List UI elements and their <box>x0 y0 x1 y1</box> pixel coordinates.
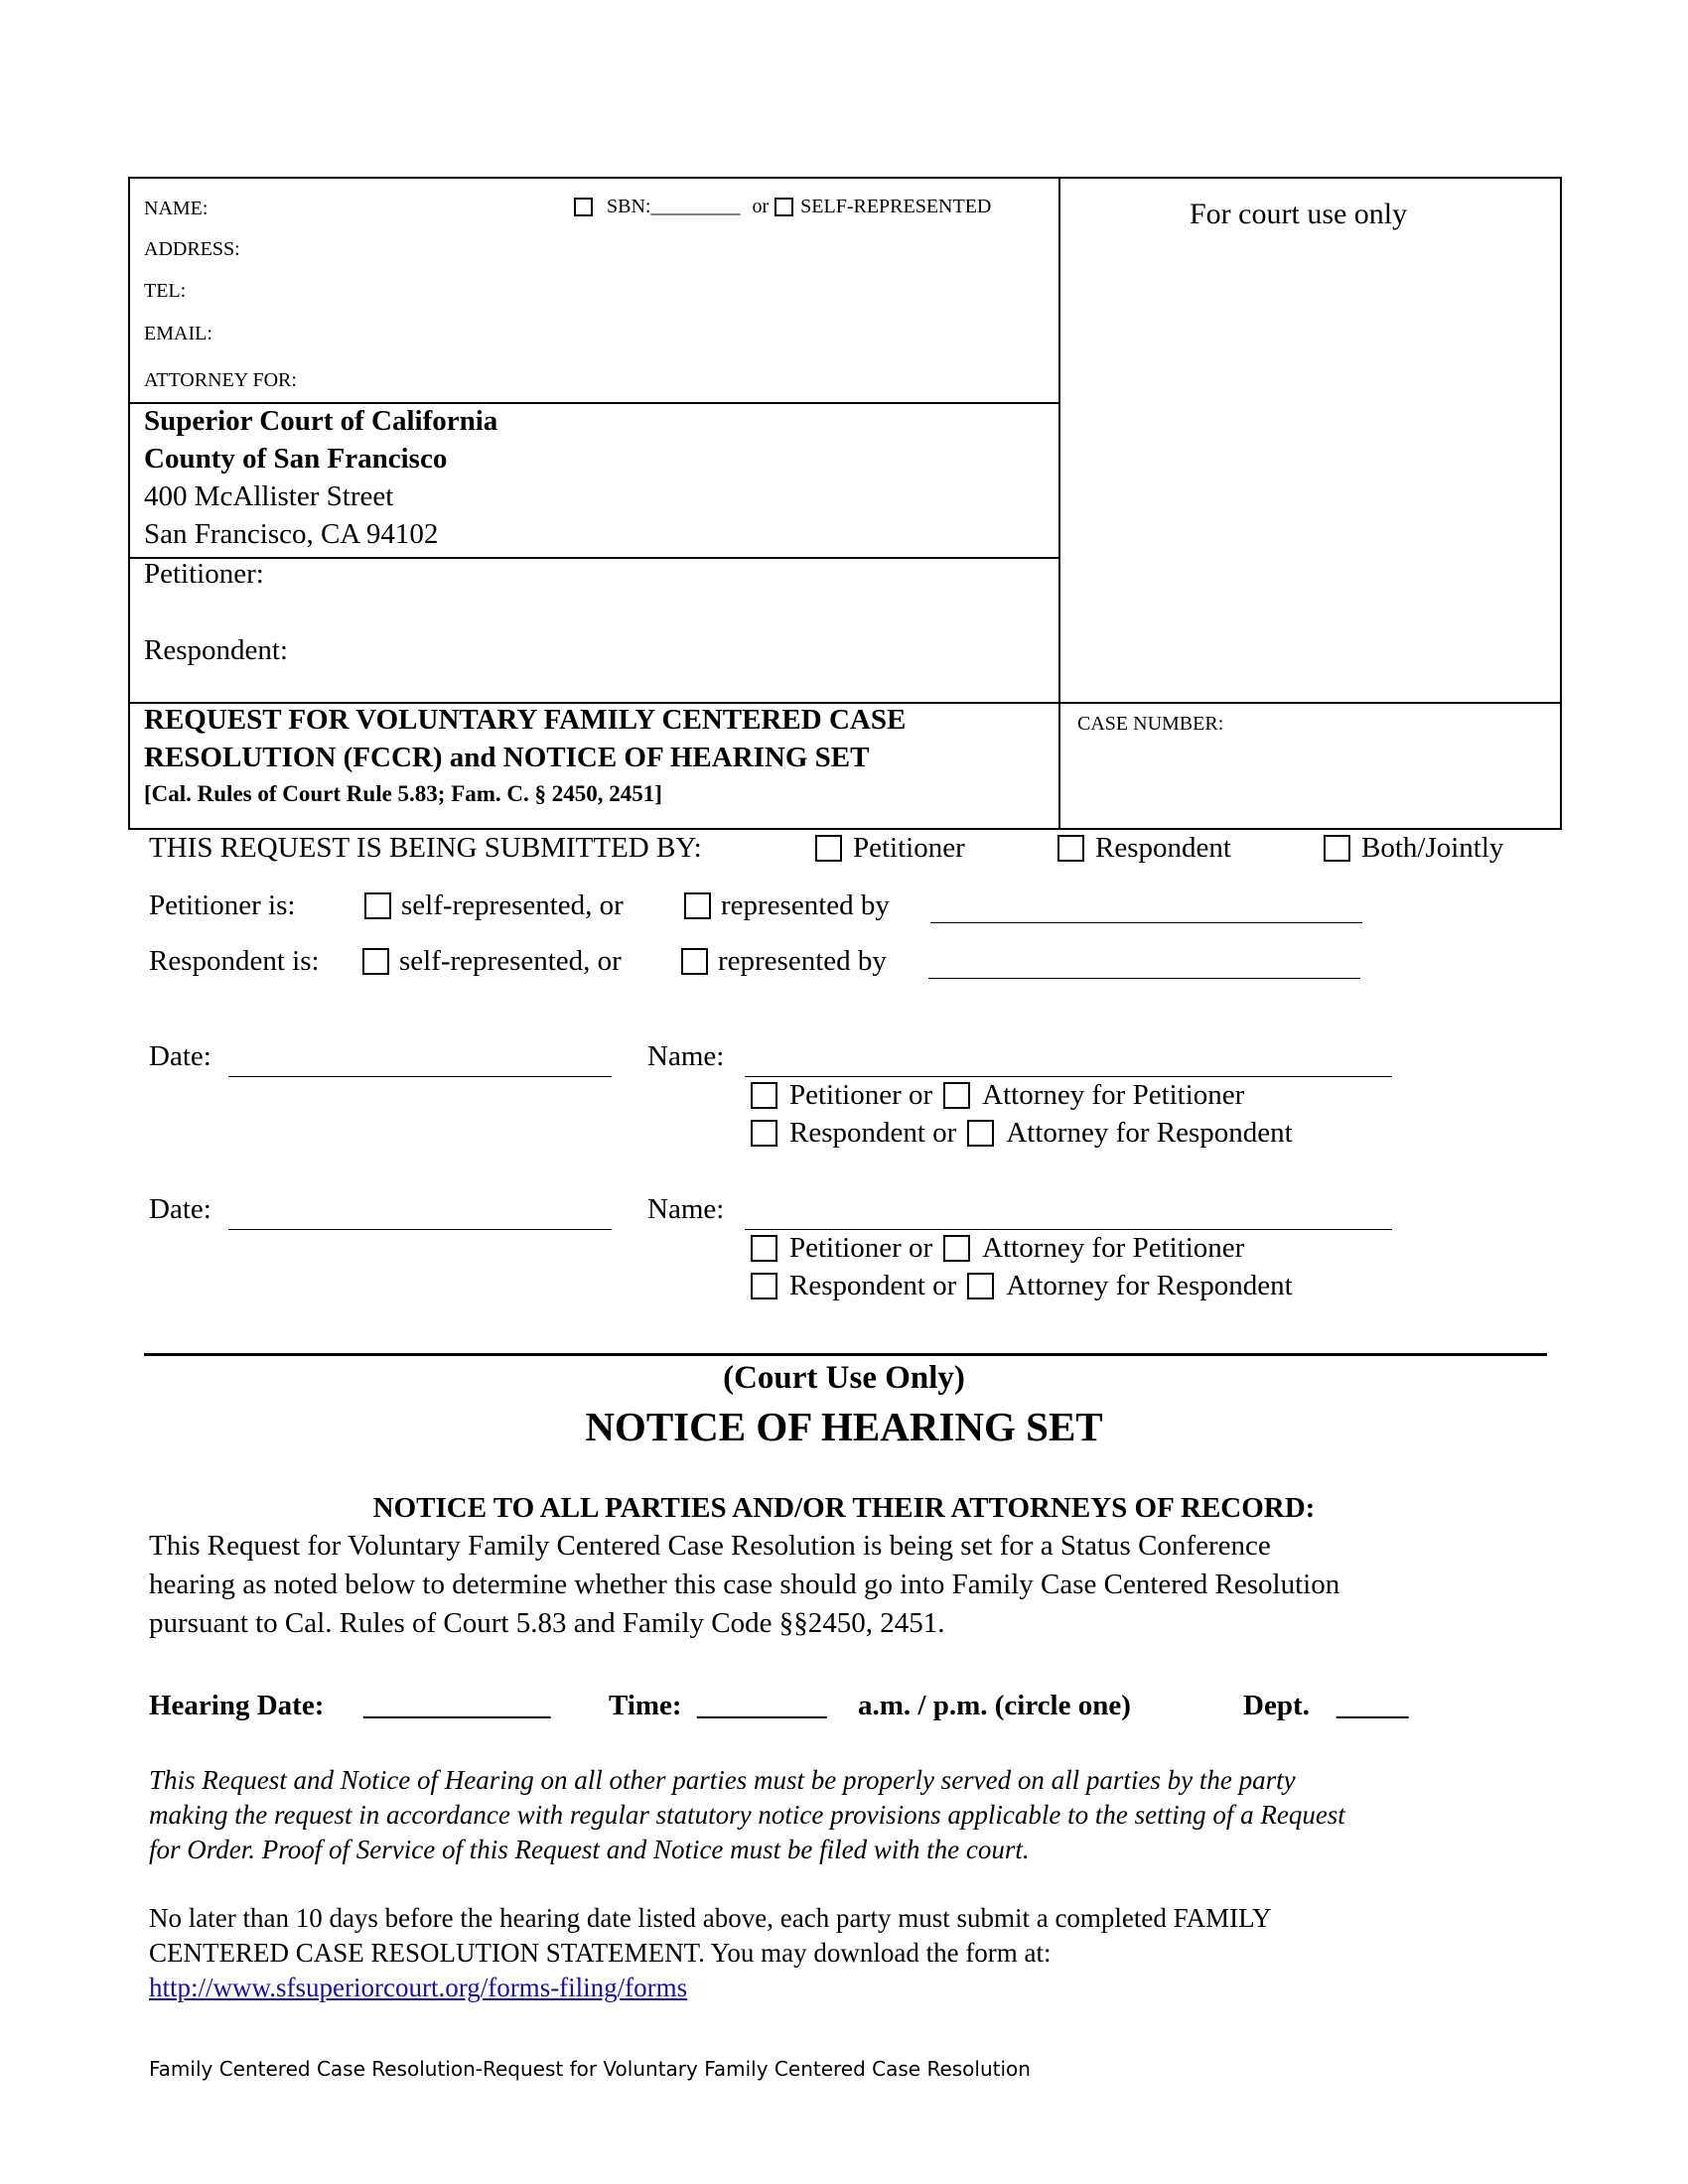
respondent-is-label: Respondent is: <box>149 945 320 977</box>
hearing-time-label: Time: <box>609 1690 682 1721</box>
submitted-petitioner-option <box>815 832 965 865</box>
name-label-1: Name: <box>647 1040 725 1072</box>
notice-parties-heading: NOTICE TO ALL PARTIES AND/OR THEIR ATTORNEYS OF RECORD: <box>372 1492 1316 1524</box>
submitted-by-label: THIS REQUEST IS BEING SUBMITTED BY: <box>149 832 702 864</box>
sbn-checkbox[interactable] <box>574 198 593 216</box>
caption-divider <box>1058 177 1060 830</box>
court-use-only-label: For court use only <box>1190 198 1408 230</box>
submitted-both-label: Both/Jointly <box>1361 832 1504 864</box>
sig2-respondent-checkbox[interactable] <box>751 1273 777 1299</box>
form-title-line2: RESOLUTION (FCCR) and NOTICE OF HEARING SET <box>144 742 870 773</box>
court-section-divider <box>144 1353 1547 1356</box>
date-field-2[interactable] <box>228 1229 612 1230</box>
sig2-respondent-option <box>751 1270 1293 1302</box>
hearing-ampm-label: a.m. / p.m. (circle one) <box>858 1690 1131 1721</box>
sig1-petitioner-checkbox[interactable] <box>751 1082 777 1109</box>
sig2-petitioner-label: Petitioner or <box>789 1232 933 1264</box>
attorney-divider <box>128 402 1059 404</box>
date-field-1[interactable] <box>228 1076 612 1077</box>
court-name: Superior Court of California <box>144 405 498 437</box>
court-use-only-subheading: (Court Use Only) <box>723 1360 965 1396</box>
page-footer: Family Centered Case Resolution-Request for Voluntary Family Centered Case Resolution <box>149 2057 1031 2081</box>
sig2-atty-petitioner-label: Attorney for Petitioner <box>982 1232 1245 1264</box>
petitioner-is-label: Petitioner is: <box>149 889 296 921</box>
respondent-self-rep-option <box>362 945 622 978</box>
sig2-petitioner-checkbox[interactable] <box>751 1235 777 1262</box>
submitted-respondent-label: Respondent <box>1095 832 1231 864</box>
email-label: EMAIL: <box>144 323 212 344</box>
petitioner-label: Petitioner: <box>144 558 264 590</box>
sig2-respondent-label: Respondent or <box>789 1270 957 1301</box>
submitted-petitioner-label: Petitioner <box>853 832 965 864</box>
sig2-atty-petitioner-checkbox[interactable] <box>943 1235 970 1262</box>
sig1-respondent-label: Respondent or <box>789 1117 957 1149</box>
petitioner-self-rep-option <box>364 889 624 922</box>
sig1-atty-respondent-label: Attorney for Respondent <box>1006 1117 1293 1149</box>
name-label: NAME: <box>144 198 209 219</box>
hearing-dept-label: Dept. <box>1243 1690 1310 1721</box>
date-label-1: Date: <box>149 1040 211 1072</box>
notice-paragraph-line1: This Request for Voluntary Family Centered Case Resolution is being set for a Status Conference <box>149 1530 1271 1562</box>
petitioner-attorney-field[interactable] <box>930 922 1362 923</box>
petitioner-represented-option <box>684 889 890 922</box>
respondent-self-rep-label: self-represented, or <box>399 945 622 977</box>
service-note-line3: for Order. Proof of Service of this Request and Notice must be filed with the court. <box>149 1835 1030 1864</box>
form-title-citation: [Cal. Rules of Court Rule 5.83; Fam. C. § 2450, 2451] <box>144 781 662 806</box>
sig1-atty-respondent-checkbox[interactable] <box>967 1120 994 1147</box>
service-note-line1: This Request and Notice of Hearing on all other parties must be properly served on all parties by the party <box>149 1765 1296 1795</box>
petitioner-self-rep-checkbox[interactable] <box>364 892 391 919</box>
notice-paragraph-line3: pursuant to Cal. Rules of Court 5.83 and Family Code §§2450, 2451. <box>149 1607 945 1639</box>
petitioner-represented-label: represented by <box>721 889 890 921</box>
respondent-label: Respondent: <box>144 634 288 666</box>
forms-download-link[interactable]: http://www.sfsuperiorcourt.org/forms-filing/forms <box>149 1973 688 2002</box>
hearing-date-label: Hearing Date: <box>149 1690 325 1721</box>
tel-label: TEL: <box>144 280 187 302</box>
hearing-date-field[interactable]: _____________ <box>363 1690 551 1721</box>
name-field-2[interactable] <box>745 1229 1392 1230</box>
sig2-petitioner-option <box>751 1232 1244 1265</box>
respondent-attorney-field[interactable] <box>928 978 1360 979</box>
sig2-atty-respondent-label: Attorney for Respondent <box>1006 1270 1293 1301</box>
sig1-atty-petitioner-checkbox[interactable] <box>943 1082 970 1109</box>
date-label-2: Date: <box>149 1193 211 1225</box>
notice-of-hearing-heading: NOTICE OF HEARING SET <box>585 1404 1103 1449</box>
submitted-petitioner-checkbox[interactable] <box>815 835 842 862</box>
sig1-petitioner-label: Petitioner or <box>789 1079 933 1111</box>
respondent-self-rep-checkbox[interactable] <box>362 948 389 975</box>
statement-note-line1: No later than 10 days before the hearing date listed above, each party must submit a completed FAMILY <box>149 1903 1272 1933</box>
or-label: or <box>752 196 770 217</box>
name-field-1[interactable] <box>745 1076 1392 1077</box>
petitioner-represented-checkbox[interactable] <box>684 892 711 919</box>
hearing-time-field[interactable]: _________ <box>697 1690 827 1721</box>
self-represented-label: SELF-REPRESENTED <box>800 196 992 217</box>
service-note-line2: making the request in accordance with regular statutory notice provisions applicable to the setting of a Request <box>149 1800 1345 1830</box>
sig1-respondent-checkbox[interactable] <box>751 1120 777 1147</box>
submitted-both-checkbox[interactable] <box>1324 835 1350 862</box>
case-number-label: CASE NUMBER: <box>1077 713 1224 735</box>
respondent-represented-checkbox[interactable] <box>681 948 708 975</box>
sig2-atty-respondent-checkbox[interactable] <box>967 1273 994 1299</box>
petitioner-self-rep-label: self-represented, or <box>401 889 624 921</box>
sbn-field[interactable]: _________ <box>650 196 741 217</box>
sig1-petitioner-option <box>751 1079 1244 1112</box>
notice-paragraph-line2: hearing as noted below to determine whether this case should go into Family Case Centered Resolution <box>149 1569 1340 1600</box>
court-city: San Francisco, CA 94102 <box>144 518 439 550</box>
address-label: ADDRESS: <box>144 238 240 260</box>
hearing-dept-field[interactable]: _____ <box>1336 1690 1409 1721</box>
respondent-represented-option <box>681 945 887 978</box>
sbn-label: SBN: <box>607 196 651 217</box>
submitted-respondent-checkbox[interactable] <box>1057 835 1084 862</box>
sbn-group <box>574 196 991 218</box>
attorney-for-label: ATTORNEY FOR: <box>144 369 297 391</box>
court-street: 400 McAllister Street <box>144 480 394 512</box>
submitted-respondent-option <box>1057 832 1231 865</box>
name-label-2: Name: <box>647 1193 725 1225</box>
submitted-both-option <box>1324 832 1503 865</box>
court-divider <box>128 557 1059 559</box>
form-title-line1: REQUEST FOR VOLUNTARY FAMILY CENTERED CASE <box>144 704 907 736</box>
statement-note-line2: CENTERED CASE RESOLUTION STATEMENT. You may download the form at: <box>149 1938 1052 1968</box>
self-represented-checkbox[interactable] <box>774 198 793 216</box>
respondent-represented-label: represented by <box>718 945 887 977</box>
sig1-atty-petitioner-label: Attorney for Petitioner <box>982 1079 1245 1111</box>
sig1-respondent-option <box>751 1117 1293 1150</box>
court-county: County of San Francisco <box>144 443 448 475</box>
